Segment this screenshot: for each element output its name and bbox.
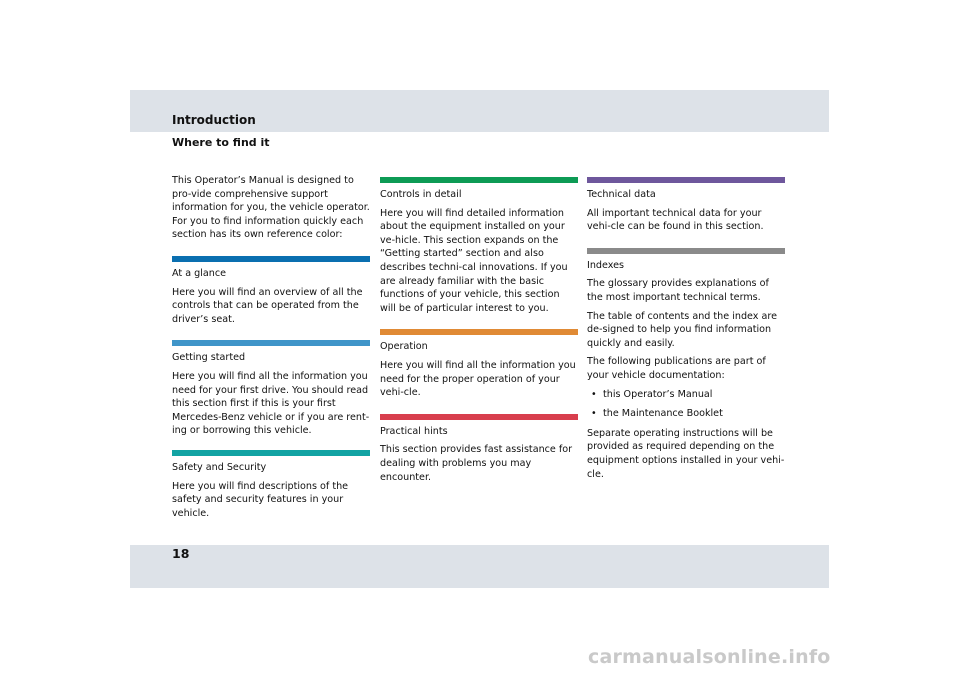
bullet-icon: •: [591, 388, 597, 400]
closing-paragraph-instructions: Separate operating instructions will be provided as required depending on the equipment options installed in your vehi-cle.: [587, 427, 785, 480]
section-operation: [380, 329, 578, 399]
list-item: [587, 388, 785, 402]
color-bar-controls-in-detail: [380, 177, 578, 183]
section-text-operation: Here you will find all the information you need for the proper operation of your vehi-cle.: [380, 359, 576, 399]
section-text-indexes: The glossary provides explanations of the most important technical terms.: [587, 278, 769, 303]
watermark-text: carmanualsonline.info: [588, 646, 831, 668]
list-item-label: this Operator’s Manual: [603, 388, 713, 400]
section-at-a-glance: [172, 256, 370, 326]
bullet-icon: •: [591, 408, 597, 420]
color-bar-indexes: [587, 248, 785, 254]
section-title-controls-in-detail: Controls in detail: [380, 189, 462, 200]
section-text-safety-security: Here you will find descriptions of the safety and security features in your vehicle.: [172, 480, 349, 519]
section-text-practical-hints: This section provides fast assistance for dealing with problems you may encounter.: [380, 444, 573, 483]
closing-paragraph-publications: The following publications are part of your vehicle documentation:: [587, 356, 766, 381]
section-title-practical-hints: Practical hints: [380, 425, 448, 437]
section-indexes: [587, 248, 785, 305]
list-item-label: the Maintenance Booklet: [603, 408, 723, 420]
footer-band: [130, 545, 829, 588]
column-middle: [380, 174, 578, 489]
page-number: 18: [172, 546, 190, 561]
section-text-technical-data: All important technical data for your vehi-cle can be found in this section.: [587, 207, 764, 233]
section-title-technical-data: Technical data: [587, 189, 656, 200]
section-title-at-a-glance: At a glance: [172, 267, 227, 279]
section-practical-hints: [380, 414, 578, 484]
closing-paragraph-index: The table of contents and the index are de-signed to help you find information quickly and easily.: [587, 310, 778, 349]
page-subtitle: Where to find it: [172, 136, 270, 149]
section-text-at-a-glance: Here you will find an overview of all the controls that can be operated from the driver’s seat.: [172, 286, 363, 325]
intro-paragraph: This Operator’s Manual is designed to pro-vide comprehensive support information for you, the vehicle operator. For you to find information quickly each section has its own reference color:: [172, 175, 370, 241]
color-bar-practical-hints: [380, 414, 578, 420]
color-bar-technical-data: [587, 177, 785, 183]
section-technical-data: [587, 177, 785, 234]
section-title-indexes: Indexes: [587, 259, 625, 271]
section-title-getting-started: Getting started: [172, 352, 246, 364]
column-right: [587, 174, 785, 486]
color-bar-operation: [380, 329, 578, 335]
section-text-getting-started: Here you will find all the information you need for your first drive. You should read this section first if this is your first Mercedes-Benz vehicle or if you are rent-ing or borrowing this vehicle.: [172, 370, 370, 437]
section-controls-in-detail: [380, 177, 578, 315]
section-title-safety-security: Safety and Security: [172, 461, 267, 473]
color-bar-getting-started: [172, 340, 370, 346]
list-item: [587, 407, 785, 421]
section-text-controls-in-detail: Here you will find detailed information about the equipment installed on your ve-hicle. This section expands on the “Getting started” section and also describes techni-cal innovations. If you are already familiar with the basic functions of your vehicle, this section will be of particular interest to you.: [380, 207, 568, 314]
color-bar-safety-security: [172, 450, 370, 456]
color-bar-at-a-glance: [172, 256, 370, 262]
section-title-operation: Operation: [380, 341, 428, 353]
publications-list: [587, 388, 785, 421]
page-title: Introduction: [172, 113, 256, 127]
section-getting-started: [172, 340, 370, 438]
column-left: [172, 174, 370, 525]
section-safety-security: [172, 450, 370, 520]
